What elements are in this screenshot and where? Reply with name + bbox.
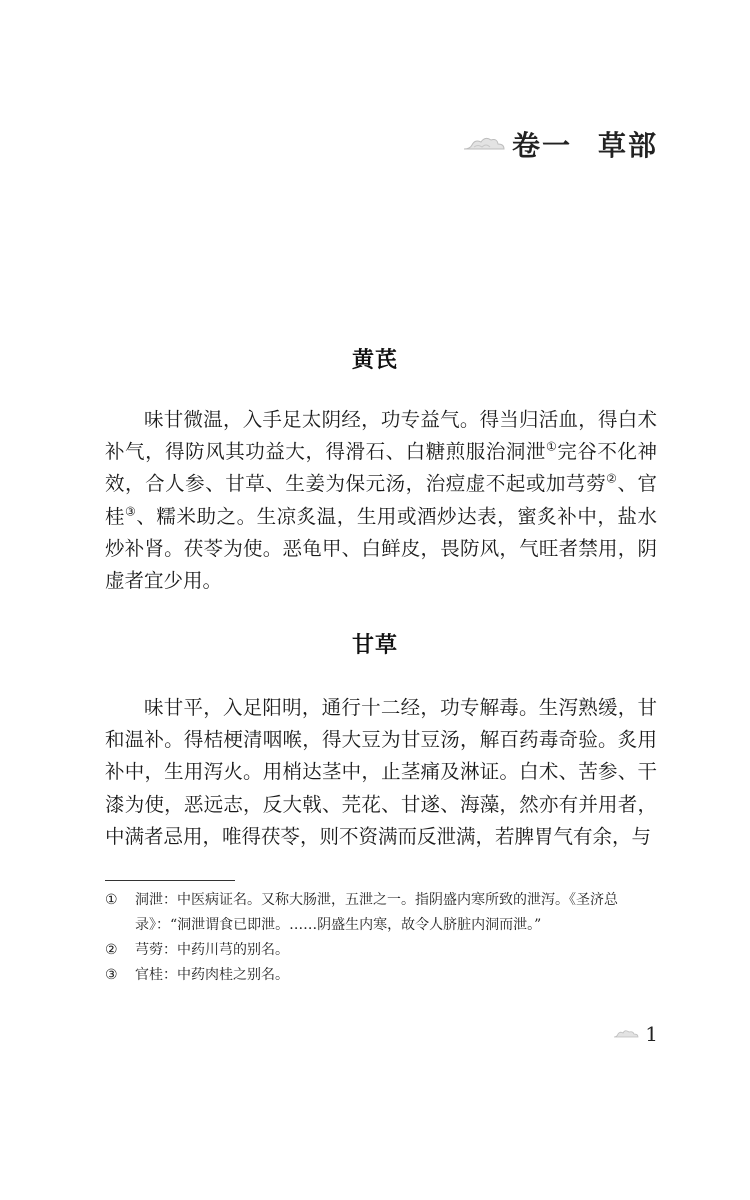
footnote-item [105,888,657,938]
volume-label: 卷一 [511,129,572,162]
footnote-item [105,938,657,963]
body-text-run: 完谷不化神效，合人参、甘草、生姜为保元汤，治痘虚不起或加芎䓖 [105,440,657,496]
footnote-number: ③ [105,967,118,983]
footnote-text: 洞泄：中医病证名。又称大肠泄，五泄之一。指阴盛内寒所致的泄泻。《圣济总录》：“洞泄谓食已即泄。……阴盛生内寒，故令人脐脏内洞而泄。” [135,892,618,933]
footnote-marker: ③ [125,504,137,519]
body-text-run: 、官桂 [105,472,657,528]
body-text-run: 、糯米助之。生凉炙温，生用或酒炒达表，蜜炙补中，盐水炒补肾。茯苓为使。恶龟甲、白鲜皮，畏防风，气旺者禁用，阴虚者宜少用。 [105,504,657,593]
footnote-text: 官桂：中药肉桂之别名。 [135,967,289,983]
footnote-marker: ① [545,439,558,454]
entry-heading-huangqi: 黄芪 [351,348,398,373]
footnote-text: 芎䓖：中药川芎的别名。 [135,942,289,958]
footnote-marker: ② [606,471,618,486]
footnote-divider [105,880,235,881]
chapter-title [512,124,658,164]
body-text-run: 味甘微温，入手足太阴经，功专益气。得当归活血，得白术补气，得防风其功益大，得滑石、白糖煎服治洞泄 [105,408,657,464]
footnote-item [105,963,657,988]
page-footer [613,1022,658,1046]
chapter-header [462,124,658,164]
entry-heading-gancao: 甘草 [351,633,398,658]
entry-body-gancao [105,692,657,853]
entry-body-huangqi [105,404,657,597]
footnote-number: ② [105,942,118,958]
footnotes [105,888,657,988]
page-number: 1 [645,1022,658,1046]
body-text-run: 味甘平，入足阳明，通行十二经，功专解毒。生泻熟缓，甘和温补。得桔梗清咽喉，得大豆为甘豆汤，解百药毒奇验。炙用补中，生用泻火。用梢达茎中，止茎痛及淋证。白术、苦参、干漆为使，恶远志，反大戟、芫花、甘遂、海藻，然亦有并用者，中满者忌用，唯得茯苓，则不资满而反泄满，若脾胃气有余，与 [105,696,657,848]
cloud-ornament-icon [462,133,506,155]
section-label: 草部 [597,129,658,162]
cloud-ornament-icon [613,1028,639,1040]
footnote-number: ① [105,892,118,908]
